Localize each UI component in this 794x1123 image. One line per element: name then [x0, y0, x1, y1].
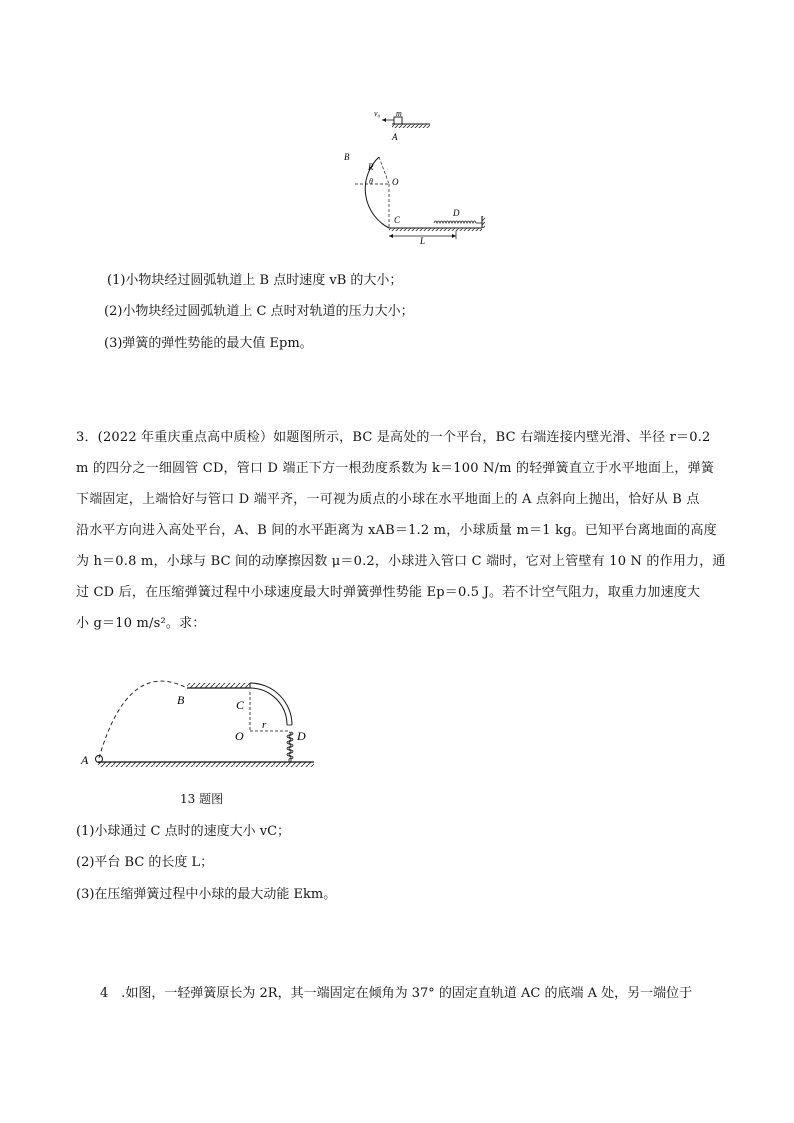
label-m: m [396, 109, 402, 118]
q2-part-1: (1)小物块经过圆弧轨道上 B 点时速度 vB 的大小； [107, 273, 403, 288]
q3-line: 小 g＝10 m/s²。求： [76, 616, 206, 631]
label-c: C [236, 698, 245, 712]
tube-outer [250, 683, 292, 725]
label-d: D [297, 729, 306, 743]
q3-line: 3．(2022 年重庆重点高中质检）如题图所示，BC 是高处的一个平台，BC 右端连接内壁光滑、半径 r＝0.2 [76, 430, 711, 445]
q3-part-1: (1)小球通过 C 点时的速度大小 vC； [76, 824, 291, 839]
trajectory [99, 681, 187, 758]
q3-part-3: (3)在压缩弹簧过程中小球的最大动能 Ekm。 [76, 887, 337, 902]
block-m [394, 117, 402, 124]
q3-line: m 的四分之一细圆管 CD，管口 D 端正下方一根劲度系数为 k＝100 N/m 的轻弹簧直立于水平地面上，弹簧 [76, 461, 715, 476]
figure-1-diagram [330, 105, 500, 245]
label-d: D [453, 208, 460, 218]
label-theta: θ [369, 177, 373, 186]
label-l: L [420, 236, 426, 245]
spring [434, 221, 482, 223]
label-r: r [262, 719, 267, 731]
q3-part-2: (2)平台 BC 的长度 L； [76, 855, 214, 870]
label-o: O [235, 729, 244, 743]
label-a: A [81, 753, 89, 767]
label-a: A [392, 132, 398, 142]
q3-line: 下端固定，上端恰好与管口 D 端平齐，一可视为质点的小球在水平地面上的 A 点斜向上抛出，恰好从 B 点 [76, 492, 700, 507]
label-b: B [177, 693, 185, 707]
q2-part-2: (2)小物块经过圆弧轨道上 C 点时对轨道的压力大小； [104, 304, 414, 319]
label-b: B [344, 152, 350, 162]
tube-inner [250, 688, 287, 725]
label-r: R [368, 162, 374, 172]
q3-line: 过 CD 后，在压缩弹簧过程中小球速度最大时弹簧弹性势能 Ep＝0.5 J。若不计空气阻力，取重力加速度大 [76, 585, 701, 600]
label-c: C [394, 215, 401, 225]
label-v0: v₀ [374, 109, 381, 118]
q3-line: 为 h＝0.8 m，小球与 BC 间的动摩擦因数 μ＝0.2，小球进入管口 C 端时，它对上管壁有 10 N 的作用力，通 [76, 554, 726, 569]
figure-13-diagram [78, 670, 318, 775]
q4-line: 4 .如图，一轻弹簧原长为 2R，其一端固定在倾角为 37° 的固定直轨道 AC 的底端 A 处，另一端位于 [100, 986, 693, 1001]
q3-line: 沿水平方向进入高处平台，A、B 间的水平距离为 xAB＝1.2 m，小球质量 m＝1 kg。已知平台离地面的高度 [76, 523, 717, 538]
label-o: O [392, 177, 399, 187]
q2-part-3: (3)弹簧的弹性势能的最大值 Epm。 [104, 336, 313, 351]
radius-line [379, 157, 389, 184]
figure-caption: 13 题图 [180, 792, 224, 806]
q3-stem [76, 422, 726, 639]
